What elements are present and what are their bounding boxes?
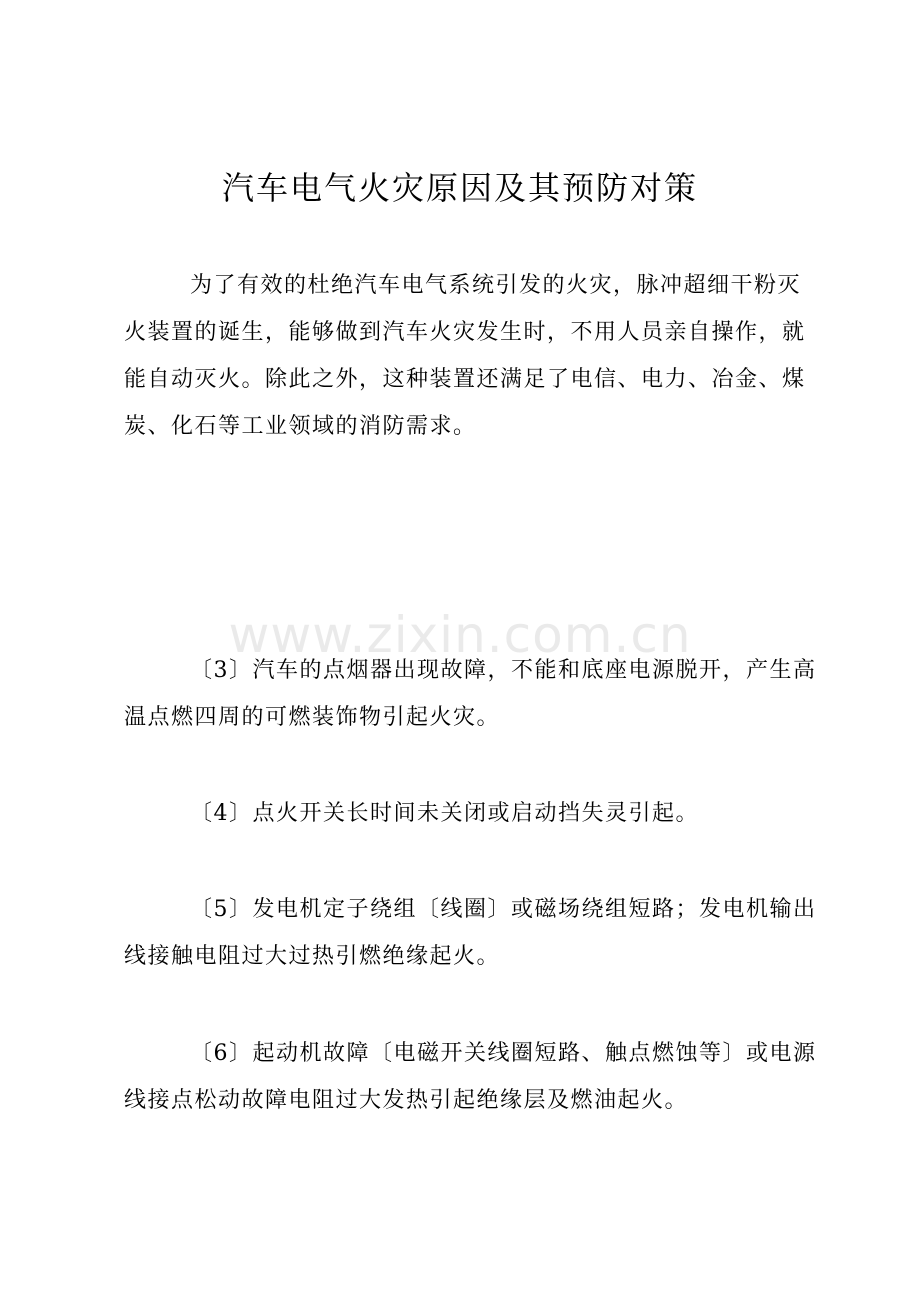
document-title: 汽车电气火灾原因及其预防对策 bbox=[221, 169, 698, 207]
cause-item-3: 〔3〕汽车的点烟器出现故障，不能和底座电源脱开，产生高温点燃四周的可燃装饰物引起火灾。 bbox=[124, 658, 817, 730]
cause-item-4: 〔4〕点火开关长时间未关闭或启动挡失灵引起。 bbox=[190, 801, 699, 826]
cause-item-6: 〔6〕起动机故障〔电磁开关线圈短路、触点燃蚀等〕或电源线接点松动故障电阻过大发热引起绝缘层及燃油起火。 bbox=[124, 1041, 817, 1113]
watermark: www.zixin.com.cn bbox=[228, 606, 692, 664]
cause-item-5: 〔5〕发电机定子绕组〔线圈〕或磁场绕组短路；发电机输出线接触电阻过大过热引燃绝缘起火。 bbox=[124, 897, 817, 969]
intro-paragraph: 为了有效的杜绝汽车电气系统引发的火灾，脉冲超细干粉灭火装置的诞生，能够做到汽车火灾发生时，不用人员亲自操作，就能自动灭火。除此之外，这种装置还满足了电信、电力、冶金、煤炭、化石等工业领域的消防需求。 bbox=[124, 273, 806, 439]
